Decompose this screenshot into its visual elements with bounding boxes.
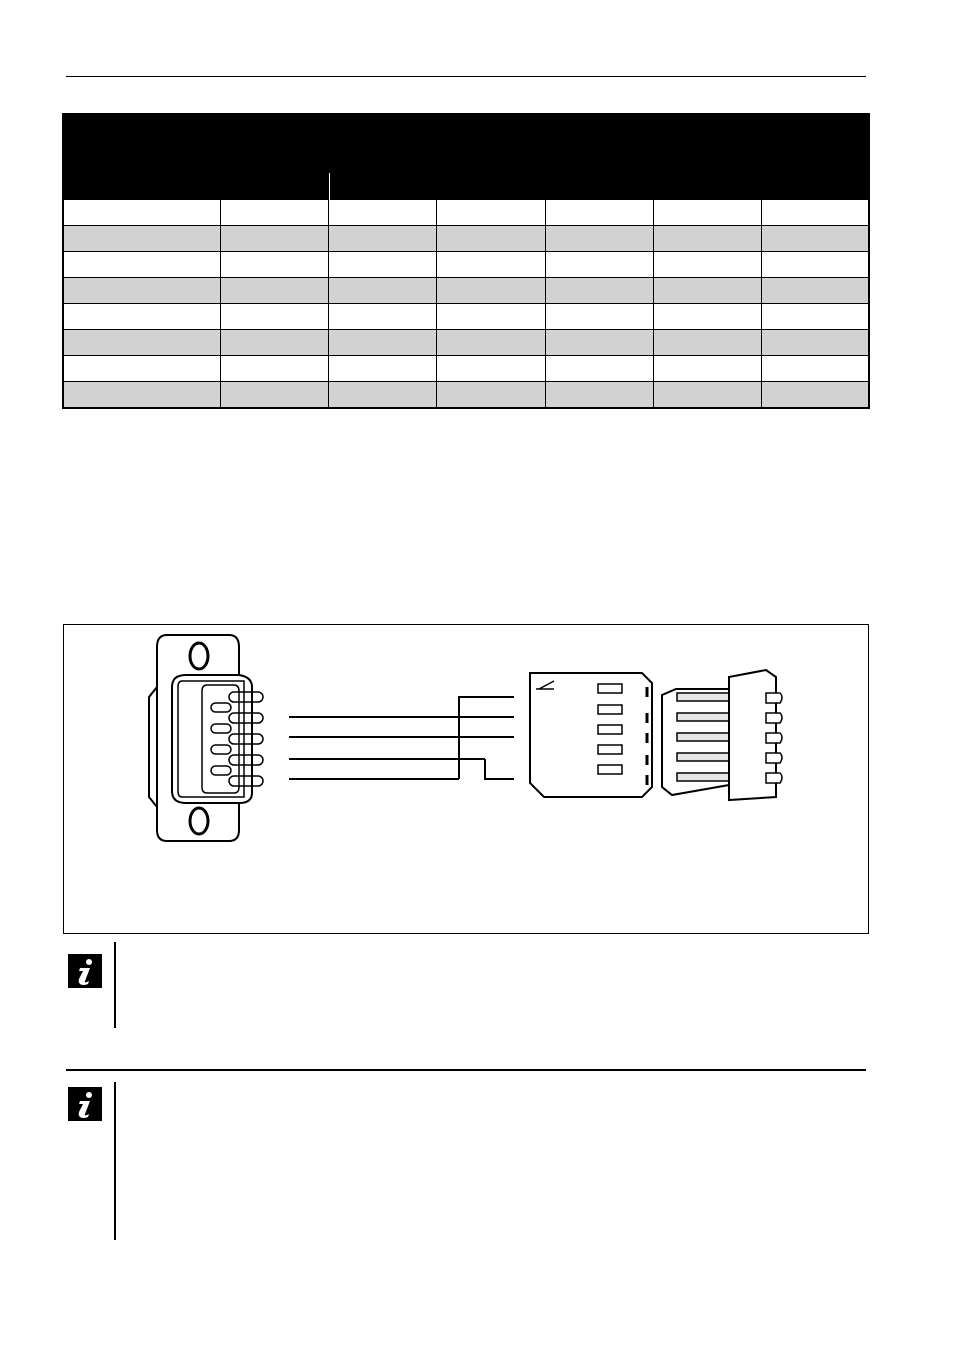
table-cell — [545, 252, 653, 277]
table-cell — [328, 330, 436, 355]
wiring-figure — [63, 624, 869, 934]
table-cell — [653, 252, 761, 277]
section-rule — [66, 1069, 866, 1071]
table-cell — [328, 252, 436, 277]
table-cell — [436, 278, 545, 303]
table-cell — [220, 382, 328, 407]
table-cell — [436, 304, 545, 329]
wiring-diagram — [64, 625, 868, 933]
table-cell — [545, 304, 653, 329]
table-row — [64, 277, 868, 303]
table-row — [64, 381, 868, 407]
table-row — [64, 303, 868, 329]
table-cell — [436, 252, 545, 277]
table-cell — [761, 278, 868, 303]
table-cell — [653, 304, 761, 329]
table-cell — [653, 200, 761, 225]
table-cell — [220, 252, 328, 277]
table-cell — [328, 226, 436, 251]
table-cell — [545, 200, 653, 225]
table-cell — [220, 226, 328, 251]
table-cell — [761, 200, 868, 225]
table-cell — [328, 200, 436, 225]
table-cell — [220, 330, 328, 355]
table-cell — [761, 252, 868, 277]
note-bar — [114, 1082, 116, 1240]
table-row — [64, 251, 868, 277]
note-bar — [114, 942, 116, 1028]
plug-connector-icon — [530, 673, 652, 797]
table-cell — [653, 226, 761, 251]
table-header — [64, 115, 868, 200]
info-icon — [68, 1087, 102, 1121]
table-row — [64, 200, 868, 225]
table-cell — [64, 382, 220, 407]
db9-connector-icon — [149, 635, 263, 841]
table-cell — [653, 278, 761, 303]
table-cell — [64, 304, 220, 329]
table-cell — [328, 278, 436, 303]
table-cell — [64, 252, 220, 277]
table-cell — [436, 330, 545, 355]
table-cell — [220, 278, 328, 303]
table-cell — [653, 382, 761, 407]
table-cell — [436, 356, 545, 381]
table-row — [64, 225, 868, 251]
table-cell — [328, 304, 436, 329]
table-cell — [545, 226, 653, 251]
table-row — [64, 329, 868, 355]
header-divider — [329, 173, 330, 200]
table-cell — [761, 226, 868, 251]
table-cell — [761, 382, 868, 407]
table-body — [64, 200, 868, 407]
header-rule — [66, 76, 866, 77]
table-cell — [64, 200, 220, 225]
table-cell — [545, 330, 653, 355]
table-cell — [545, 356, 653, 381]
socket-connector-icon — [662, 670, 782, 800]
table-cell — [328, 382, 436, 407]
table-cell — [653, 330, 761, 355]
table-cell — [761, 330, 868, 355]
table-cell — [436, 200, 545, 225]
table-cell — [436, 382, 545, 407]
table-row — [64, 355, 868, 381]
table-cell — [64, 226, 220, 251]
table-cell — [328, 356, 436, 381]
table-cell — [436, 226, 545, 251]
table-cell — [761, 304, 868, 329]
table-cell — [220, 200, 328, 225]
info-icon — [68, 954, 102, 988]
table-cell — [64, 330, 220, 355]
table-cell — [64, 278, 220, 303]
table-cell — [653, 356, 761, 381]
table-cell — [545, 382, 653, 407]
wires — [289, 697, 514, 779]
table-cell — [761, 356, 868, 381]
table-cell — [64, 356, 220, 381]
table-cell — [545, 278, 653, 303]
spec-table — [62, 113, 870, 409]
table-cell — [220, 356, 328, 381]
table-cell — [220, 304, 328, 329]
